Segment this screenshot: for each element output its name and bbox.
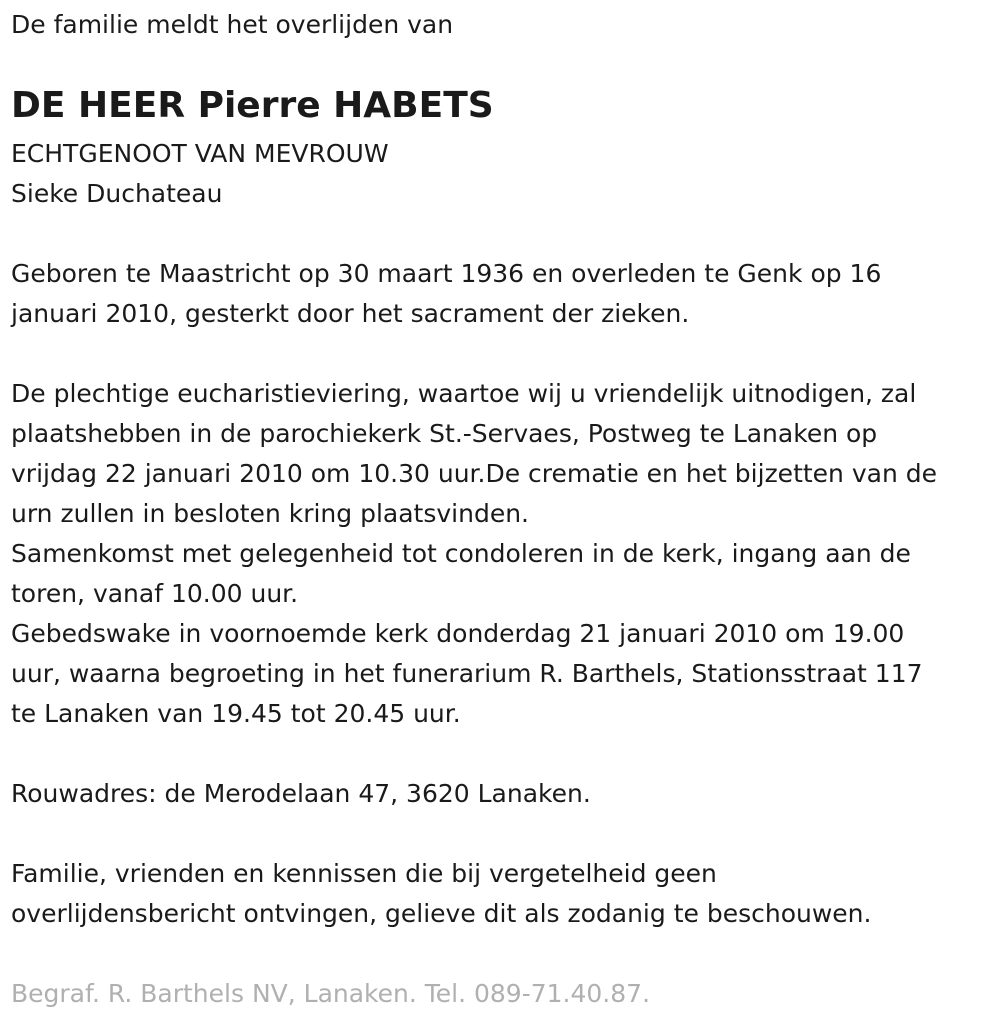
paragraph-line: Samenkomst met gelegenheid tot condoleren in de kerk, ingang aan de [11, 539, 911, 568]
paragraph-line: plaatshebben in de parochiekerk St.-Servaes, Postweg te Lanaken op [11, 419, 878, 448]
spouse-block [11, 134, 389, 214]
closing-paragraph [11, 854, 871, 934]
paragraph-line: overlijdensbericht ontvingen, gelieve dit als zodanig te beschouwen. [11, 899, 872, 928]
paragraph-line: toren, vanaf 10.00 uur. [11, 579, 299, 608]
paragraph-line: Gebedswake in voornoemde kerk donderdag 21 januari 2010 om 19.00 [11, 619, 905, 648]
paragraph-line: vrijdag 22 januari 2010 om 10.30 uur.De crematie en het bijzetten van de [11, 459, 938, 488]
paragraph-line: uur, waarna begroeting in het funerarium R. Barthels, Stationsstraat 117 [11, 659, 923, 688]
ceremony-paragraph [11, 374, 937, 734]
footer-line: Begraf. R. Barthels NV, Lanaken. Tel. 089-71.40.87. [11, 979, 651, 1008]
paragraph-line: Familie, vrienden en kennissen die bij vergetelheid geen [11, 859, 717, 888]
funeral-director-footer [11, 974, 650, 1014]
birth-death-paragraph [11, 254, 881, 334]
paragraph-line: Geboren te Maastricht op 30 maart 1936 en overleden te Genk op 16 [11, 259, 882, 288]
paragraph-line: urn zullen in besloten kring plaatsvinden. [11, 499, 530, 528]
spouse-title: ECHTGENOOT VAN MEVROUW [11, 139, 389, 168]
address-line: Rouwadres: de Merodelaan 47, 3620 Lanaken. [11, 779, 591, 808]
paragraph-line: januari 2010, gesterkt door het sacrament der zieken. [11, 299, 690, 328]
mourning-address [11, 774, 591, 814]
intro-text: De familie meldt het overlijden van [11, 10, 454, 39]
paragraph-line: te Lanaken van 19.45 tot 20.45 uur. [11, 699, 461, 728]
deceased-name: DE HEER Pierre HABETS [11, 85, 494, 126]
spouse-name: Sieke Duchateau [11, 179, 223, 208]
paragraph-line: De plechtige eucharistieviering, waartoe wij u vriendelijk uitnodigen, zal [11, 379, 917, 408]
